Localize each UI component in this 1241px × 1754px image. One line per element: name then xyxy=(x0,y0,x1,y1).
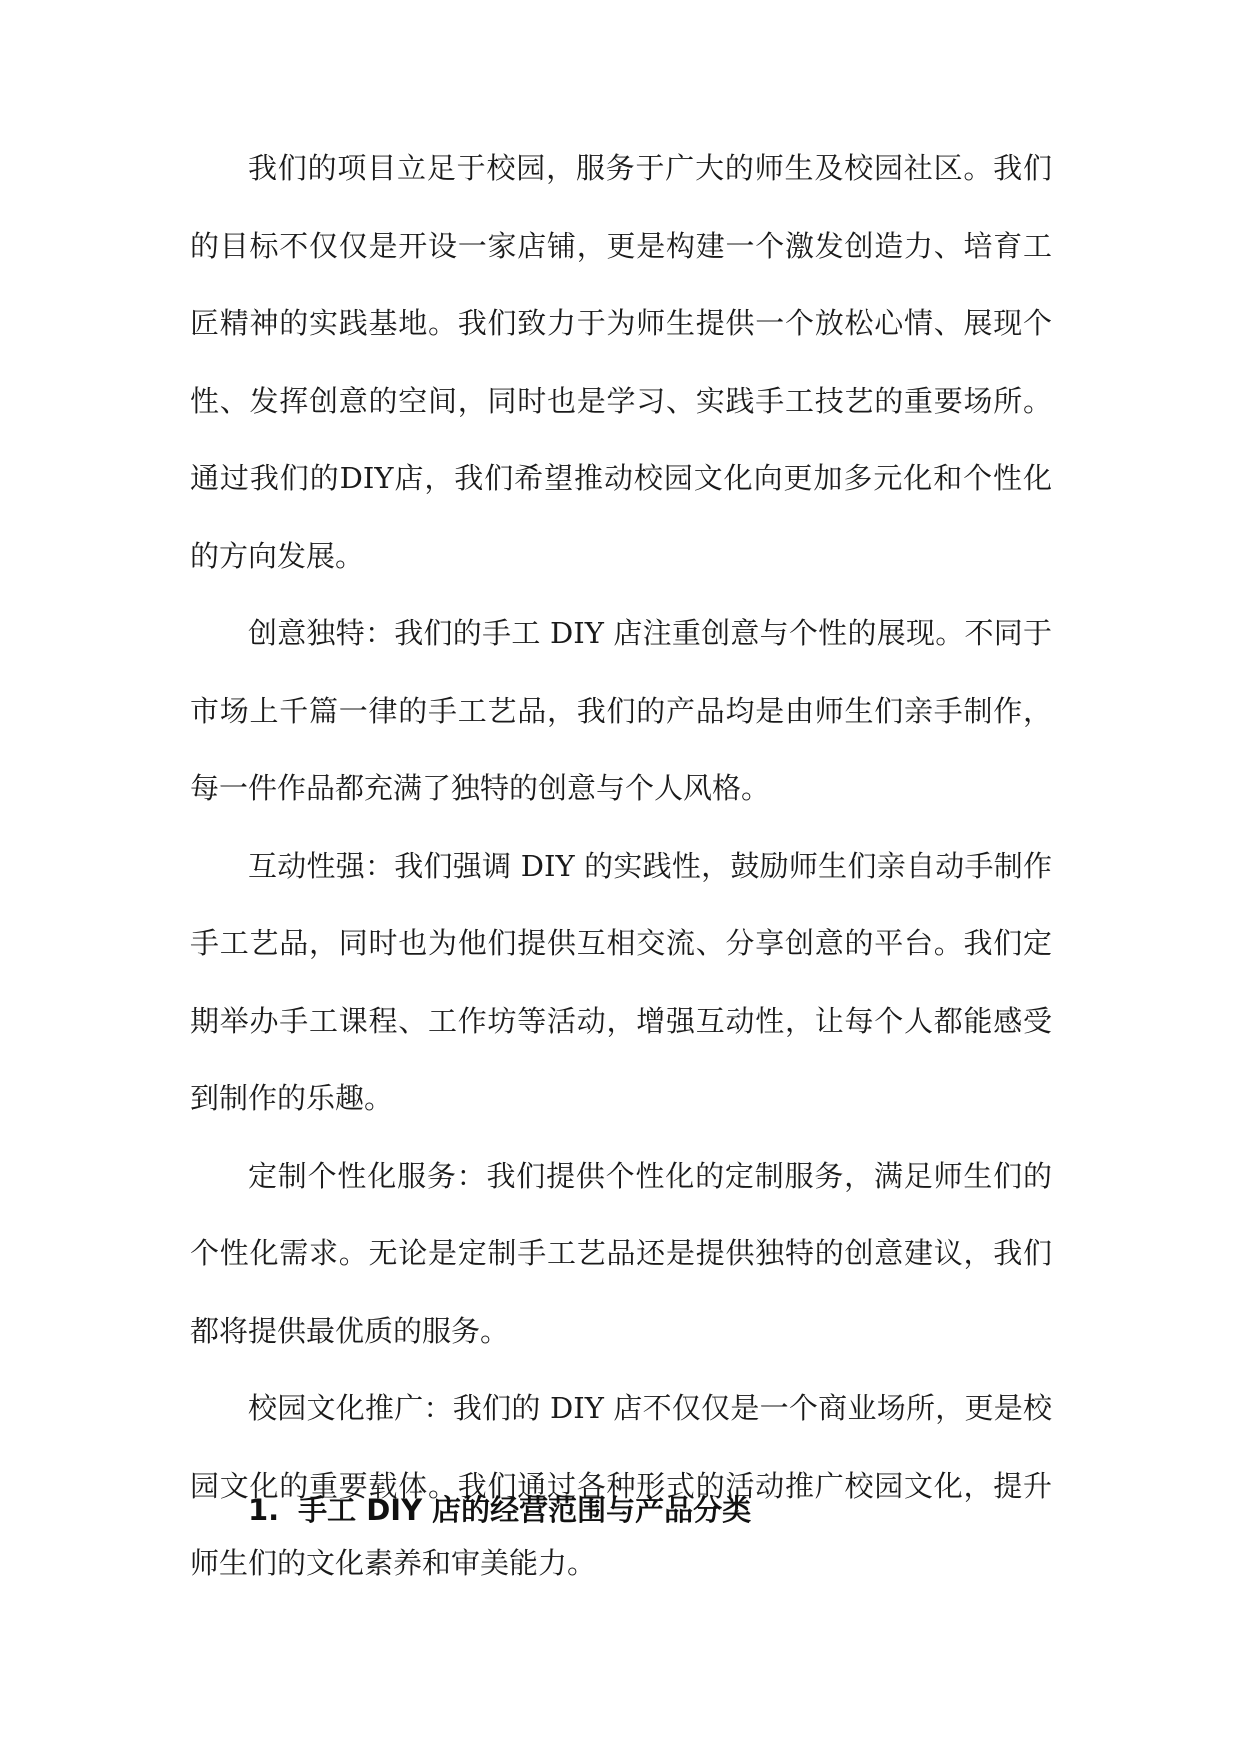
paragraph-creative: 创意独特：我们的手工 DIY 店注重创意与个性的展现。不同于市场上千篇一律的手工艺品，我们的产品均是由师生们亲手制作，每一件作品都充满了独特的创意与个人风格。 xyxy=(190,616,1052,805)
paragraph-intro: 我们的项目立足于校园，服务于广大的师生及校园社区。我们的目标不仅仅是开设一家店铺，更是构建一个激发创造力、培育工匠精神的实践基地。我们致力于为师生提供一个放松心情、展现个性、发挥创意的空间，同时也是学习、实践手工技艺的重要场所。通过我们的DIY店，我们希望推动校园文化向更加多元化和个性化的方向发展。 xyxy=(190,151,1052,573)
section-number: 1. xyxy=(248,1493,280,1527)
paragraph-custom-service: 定制个性化服务：我们提供个性化的定制服务，满足师生们的个性化需求。无论是定制手工艺品还是提供独特的创意建议，我们都将提供最优质的服务。 xyxy=(190,1158,1052,1348)
section-heading xyxy=(190,1490,1052,1530)
paragraph-interactive: 互动性强：我们强调 DIY 的实践性，鼓励师生们亲自动手制作手工艺品，同时也为他们提供互相交流、分享创意的平台。我们定期举办手工课程、工作坊等活动，增强互动性，让每个人都能感受到制作的乐趣。 xyxy=(190,848,1052,1115)
paragraph-campus-culture: 校园文化推广：我们的 DIY 店不仅仅是一个商业场所，更是校园文化的重要载体。我们通过各种形式的活动推广校园文化，提升师生们的文化素养和审美能力。 xyxy=(190,1391,1052,1580)
document-page xyxy=(190,130,1052,1603)
section-title: 手工 DIY 店的经营范围与产品分类 xyxy=(298,1493,752,1527)
